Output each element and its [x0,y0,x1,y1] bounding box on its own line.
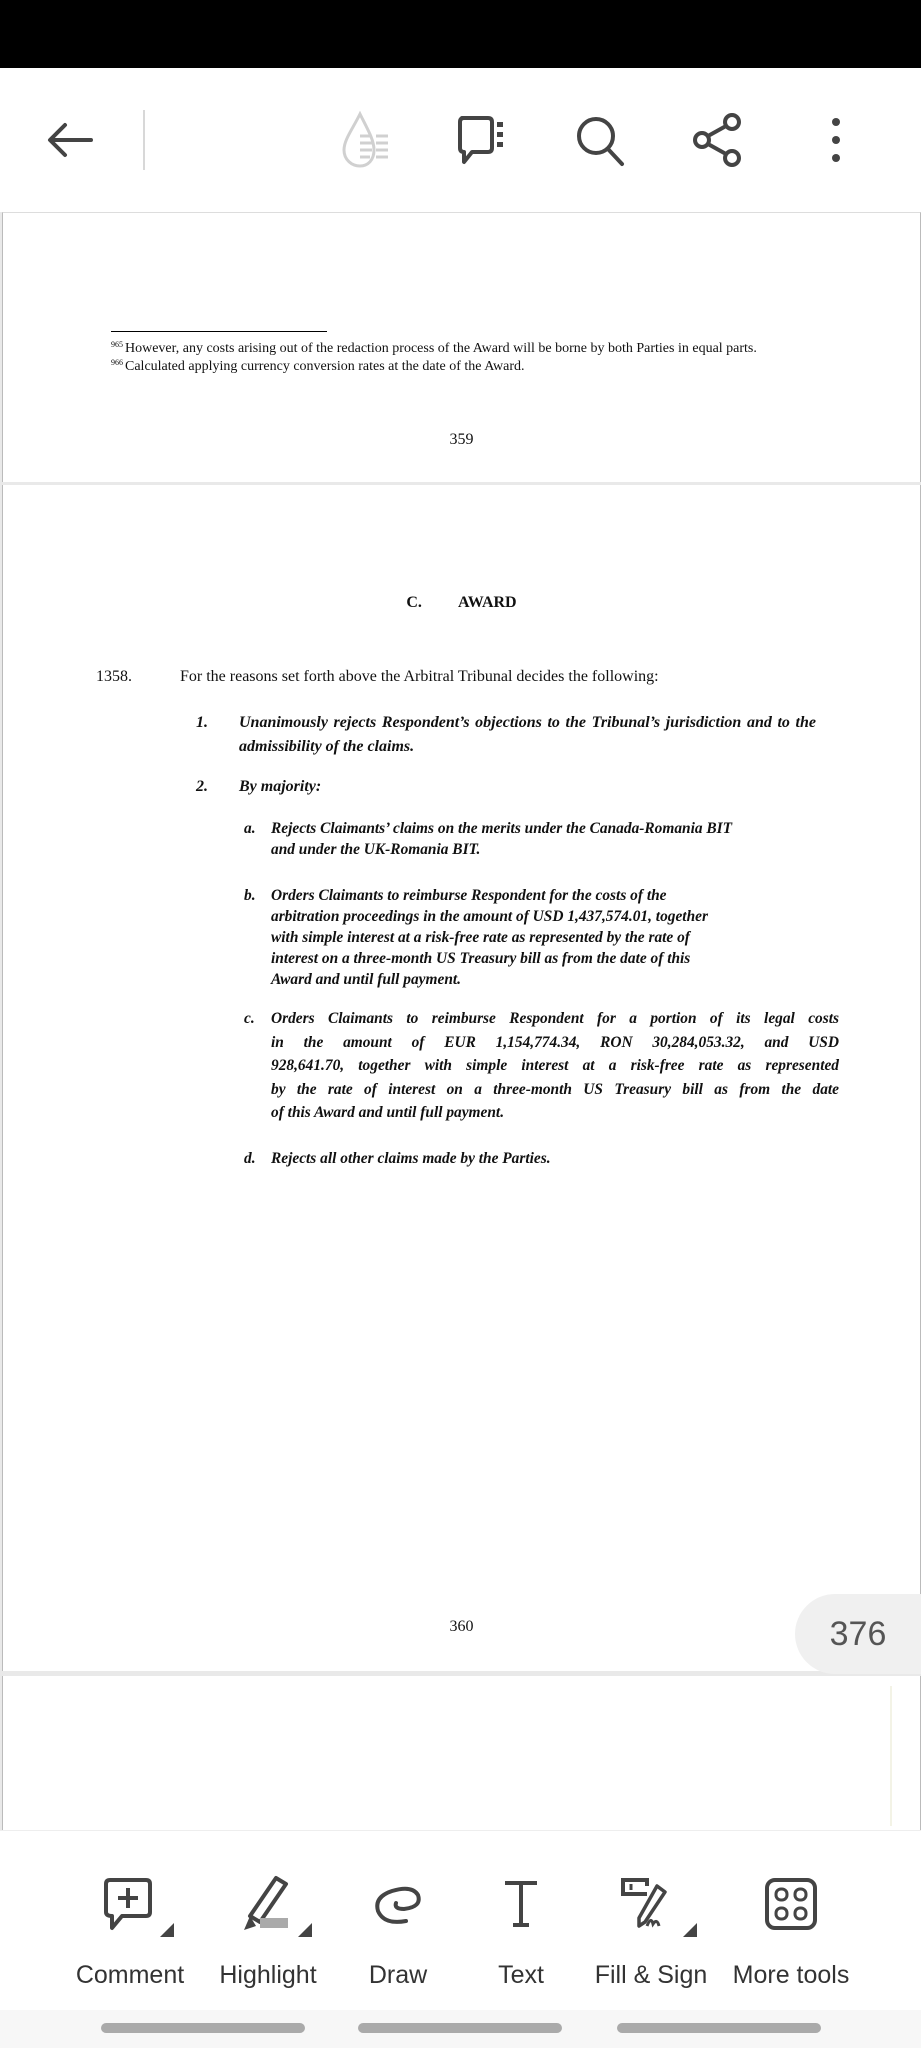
paragraph-number: 1358. [96,668,132,685]
page-number: 360 [449,1618,474,1635]
tool-label: Text [498,1961,544,1989]
decision-item-1 [196,711,816,761]
tool-fill-sign[interactable] [591,1871,711,1990]
more-options-button[interactable] [804,108,868,172]
tool-label: Draw [368,1961,428,1989]
tool-text[interactable] [461,1871,581,1990]
search-icon [572,112,628,168]
subitem-line: Orders Claimants to reimburse Respondent for a portion of its legal costs [271,1010,839,1027]
footnote-mark: 966 [111,358,123,367]
back-button[interactable] [38,108,102,172]
subitem-line: Rejects all other claims made by the Parties. [271,1150,551,1167]
subitem-line: and under the UK-Romania BIT. [271,841,481,858]
subitem-line: in the amount of EUR 1,154,774.34, RON 30,284,053.32, and USD [271,1033,839,1051]
footnote-965 [111,341,757,357]
subitem-line: by the rate of interest on a three-month US Treasury bill as from the date [271,1080,839,1098]
more-tools-grid-icon [763,1876,819,1932]
tool-label: Comment [75,1961,185,1989]
subitem-line: interest on a three-month US Treasury bill as from the date of this [271,950,691,967]
more-vertical-icon [826,115,846,165]
bottom-toolbar [0,1830,921,2011]
pdf-page-360 [2,485,921,1671]
subitem-marker: d. [244,1150,256,1167]
subitem-marker: b. [244,887,256,904]
page-count-badge[interactable]: 376 [795,1594,921,1674]
footnote-text: Calculated applying currency conversion rates at the date of the Award. [125,359,525,374]
share-button[interactable] [686,108,750,172]
page-number: 359 [449,431,474,448]
nav-handle[interactable] [101,2023,305,2033]
decision-item-2 [196,775,816,799]
item-marker: 2. [196,778,208,795]
comments-list-icon [454,110,514,170]
subitem-marker: c. [244,1010,255,1027]
footnote-966 [111,359,525,375]
nav-handle[interactable] [617,2023,821,2033]
subitem-line: 928,641.70, together with simple interest at a risk-free rate as represented [271,1057,839,1075]
tool-label: Highlight [219,1961,317,1989]
search-button[interactable] [568,108,632,172]
tool-highlight[interactable] [208,1871,328,1990]
subitem-line: arbitration proceedings in the amount of USD 1,437,574.01, together [271,908,708,925]
tool-comment[interactable] [70,1871,190,1990]
paragraph-1358 [96,668,659,686]
heading-title: AWARD [457,594,517,611]
item-marker: 1. [196,714,208,731]
tool-label: More tools [732,1961,850,1989]
tool-more-tools[interactable] [731,1871,851,1990]
dropdown-caret-icon [298,1923,312,1937]
comment-add-icon [102,1876,158,1932]
arrow-left-icon [45,120,95,160]
dropdown-caret-icon [160,1923,174,1937]
paragraph-text: For the reasons set forth above the Arbitral Tribunal decides the following: [180,668,659,685]
pdf-page-359 [2,212,921,482]
liquid-mode-button[interactable] [336,108,400,172]
heading-letter: C. [406,594,422,611]
liquid-mode-icon [338,110,398,170]
share-icon [688,110,748,170]
item-text: Unanimously rejects Respondent’s objections to the Tribunal’s jurisdiction and to the admissibility of the claims. [239,714,816,755]
status-bar [0,0,921,68]
subitem-line: Orders Claimants to reimburse Respondent for the costs of the [271,887,667,904]
subitem-line: Award and until full payment. [271,971,461,988]
nav-handle[interactable] [358,2023,562,2033]
comments-list-button[interactable] [452,108,516,172]
item-text: By majority: [239,778,322,795]
top-app-bar [0,68,921,212]
draw-icon [370,1879,426,1929]
document-viewer[interactable] [0,212,921,1830]
subitem-line: of this Award and until full payment. [271,1104,505,1122]
footnote-rule [111,331,327,332]
system-nav-bar [0,2010,921,2048]
footnote-text: However, any costs arising out of the redaction process of the Award will be borne by both Parties in equal parts. [125,341,757,356]
fill-sign-icon [619,1874,683,1934]
pdf-page-361 [2,1676,921,1830]
topbar-divider [143,110,145,170]
subitem-line: with simple interest at a risk-free rate as represented by the rate of [271,929,690,946]
subitem-marker: a. [244,820,256,837]
section-heading [3,594,920,612]
subitem-line: Rejects Claimants’ claims on the merits under the Canada-Romania BIT [271,820,733,837]
scan-edge-mark [890,1686,892,1826]
dropdown-caret-icon [683,1923,697,1937]
text-icon [501,1879,541,1929]
tool-draw[interactable] [338,1871,458,1990]
footnote-mark: 965 [111,340,123,349]
tool-label: Fill & Sign [594,1961,708,1989]
highlighter-icon [236,1874,300,1934]
